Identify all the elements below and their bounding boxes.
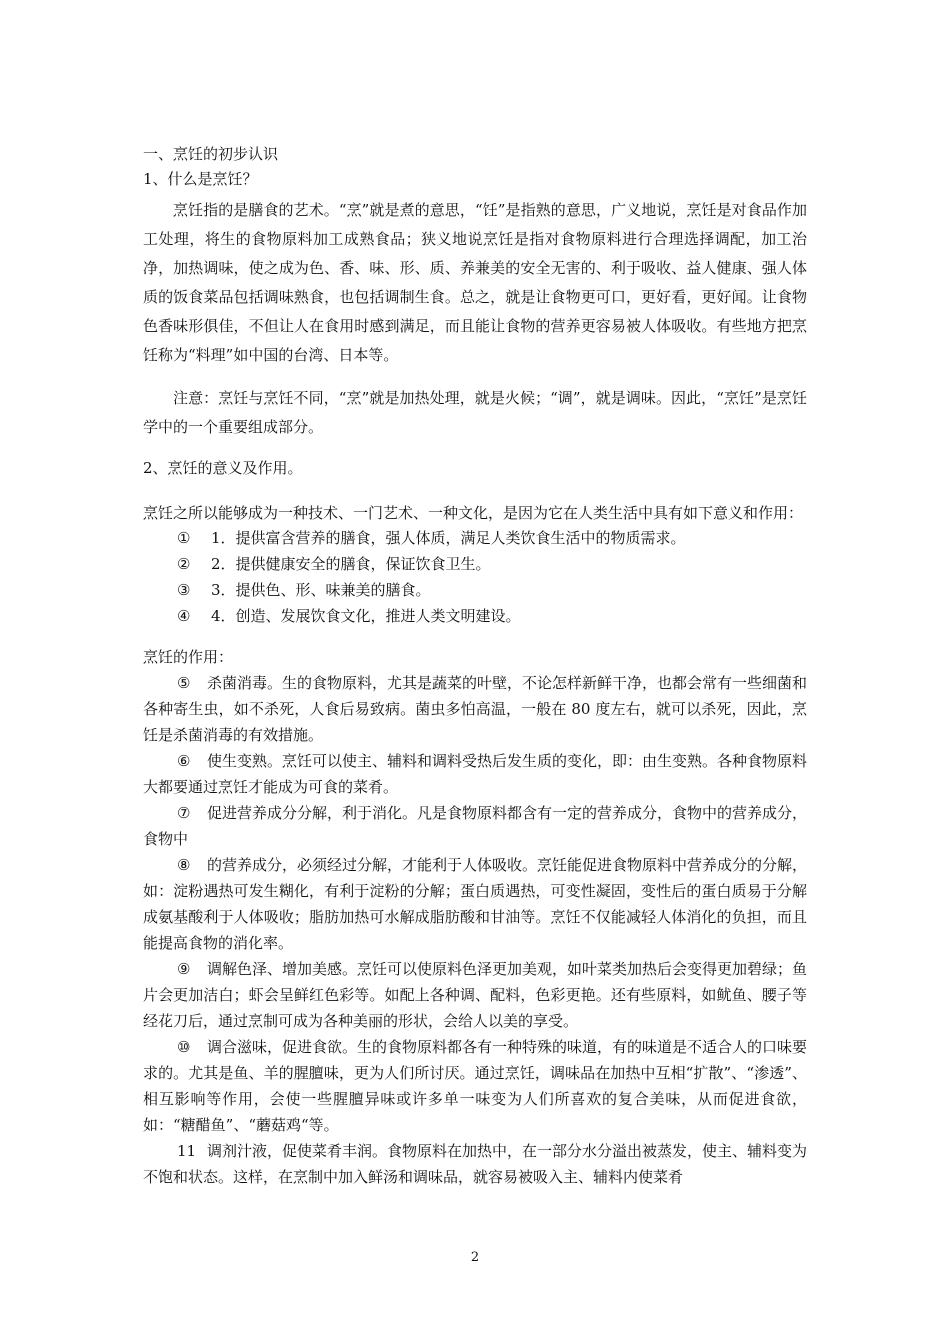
intro-paragraph: 烹饪之所以能够成为一种技术、一门艺术、一种文化，是因为它在人类生活中具有如下意义和作用：: [143, 504, 804, 522]
role-item: [143, 1138, 807, 1190]
meaning-text: 2．提供健康安全的膳食，保证饮食卫生。: [211, 555, 491, 573]
role-text: 促进营养成分分解，利于消化。凡是食物原料都含有一定的营养成分，食物中的营养成分，食物中: [143, 804, 808, 848]
role-text: 调合滋味，促进食欲。生的食物原料都各有一种特殊的味道，有的味道是不适合人的口味要求的。尤其是鱼、羊的腥膻味，更为人们所讨厌。通过烹饪，调味品在加热中互相“扩散”、“渗透”、相互影响等作用，会使一些腥膻异味或许多单一味变为人们所喜欢的复合美味，从而促进食欲，如：“糖醋鱼”、“蘑菇鸡“等。: [143, 1038, 808, 1134]
meaning-text: 1．提供富含营养的膳食，强人体质，满足人类饮食生活中的物质需求。: [211, 529, 686, 547]
list-marker: ①: [177, 529, 191, 547]
list-marker: ②: [177, 555, 191, 573]
role-text: 调剂汁液，促使菜肴丰润。食物原料在加热中，在一部分水分溢出被蒸发，使主、辅料变为不饱和状态。这样，在烹制中加入鲜汤和调味品，就容易被吸入主、辅料内使菜肴: [143, 1142, 808, 1186]
meaning-item: [143, 603, 807, 629]
section-heading: 一、烹饪的初步认识: [143, 145, 279, 163]
role-item: [143, 852, 807, 956]
meaning-item: [143, 525, 807, 551]
role-text: 使生变熟。烹饪可以使主、辅料和调料受热后发生质的变化，即：由生变熟。各种食物原料大都要通过烹饪才能成为可食的菜肴。: [143, 752, 808, 796]
list-marker: ④: [177, 607, 191, 625]
page-content: [143, 142, 807, 1190]
meaning-text: 3．提供色、形、味兼美的膳食。: [211, 581, 431, 599]
list-marker: ⑩: [177, 1038, 191, 1056]
note-paragraph: 注意：烹饪与烹饪不同，“烹”就是加热处理，就是火候；“调”，就是调味。因此，“烹饪”是烹饪学中的一个重要组成部分。: [143, 389, 807, 436]
role-item: [143, 956, 807, 1034]
role-item: [143, 800, 807, 852]
page-number: 2: [470, 1250, 480, 1265]
role-text: 调解色泽、增加美感。烹饪可以使原料色泽更加美观，如叶菜类加热后会变得更加碧绿；鱼片会更加洁白；虾会呈鲜红色彩等。如配上各种调、配料，色彩更艳。还有些原料，如鱿鱼、腰子等经花刀后，通过烹制可成为各种美丽的形状，会给人以美的享受。: [143, 960, 808, 1030]
role-item: [143, 748, 807, 800]
meaning-item: [143, 577, 807, 603]
list-marker: ③: [177, 581, 191, 599]
role-item: [143, 1034, 807, 1138]
roles-heading: 烹饪的作用：: [143, 648, 234, 666]
list-marker: ⑦: [177, 804, 191, 822]
meaning-text: 4．创造、发展饮食文化，推进人类文明建设。: [211, 607, 521, 625]
definition-paragraph: 烹饪指的是膳食的艺术。“烹”就是煮的意思，“饪”是指熟的意思，广义地说，烹饪是对食品作加工处理，将生的食物原料加工成熟食品；狭义地说烹饪是指对食物原料进行合理选择调配，加工治净，加热调味，使之成为色、香、味、形、质、养兼美的安全无害的、利于吸收、益人健康、强人体质的饭食菜品包括调味熟食，也包括调制生食。总之，就是让食物更可口，更好看，更好闻。让食物色香味形俱佳，不但让人在食用时感到满足，而且能让食物的营养更容易被人体吸收。有些地方把烹饪称为“料理”如中国的台湾、日本等。: [143, 201, 807, 364]
question-heading-2: 2、烹饪的意义及作用。: [143, 459, 303, 477]
list-marker: ⑨: [177, 960, 191, 978]
meaning-item: [143, 551, 807, 577]
list-marker: 11: [177, 1142, 197, 1160]
list-marker: ⑥: [177, 752, 191, 770]
role-item: [143, 670, 807, 748]
list-marker: ⑤: [177, 674, 191, 692]
role-text: 杀菌消毒。生的食物原料，尤其是蔬菜的叶壁，不论怎样新鲜干净，也都会常有一些细菌和各种寄生虫，如不杀死，人食后易致病。菌虫多怕高温，一般在 80 度左右，就可以杀死，因此，烹饪是杀菌消毒的有效措施。: [143, 674, 808, 744]
question-heading-1: 1、什么是烹饪？: [143, 170, 258, 188]
list-marker: ⑧: [177, 856, 191, 874]
role-text: 的营养成分，必须经过分解，才能利于人体吸收。烹饪能促进食物原料中营养成分的分解，如：淀粉遇热可发生糊化，有利于淀粉的分解；蛋白质遇热，可变性凝固，变性后的蛋白质易于分解成氨基酸利于人体吸收；脂肪加热可水解成脂肪酸和甘油等。烹饪不仅能减轻人体消化的负担，而且能提高食物的消化率。: [143, 856, 808, 952]
